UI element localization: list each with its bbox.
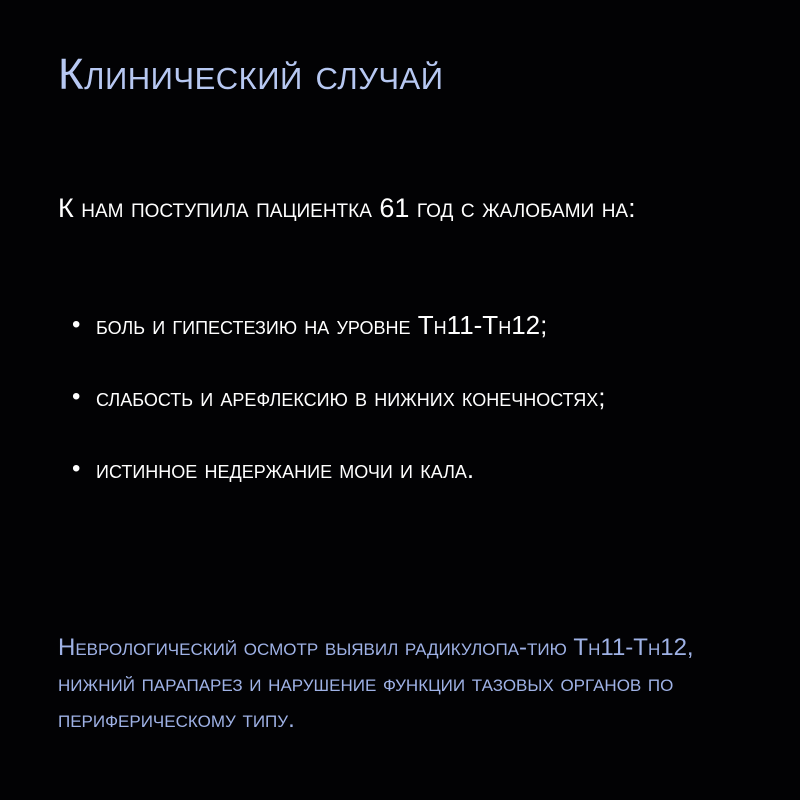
symptom-item-incontinence xyxy=(58,449,758,489)
symptom-list xyxy=(58,305,758,489)
symptom-text: истинное недержание мочи и кала. xyxy=(96,454,475,484)
symptom-item-weakness xyxy=(58,377,758,417)
bullet-icon: • xyxy=(72,383,81,410)
bullet-icon: • xyxy=(72,311,81,338)
intro-text: К нам поступила пациентка 61 год с жалобами на: xyxy=(58,193,636,223)
symptom-item-pain xyxy=(58,305,758,345)
symptom-text: боль и гипестезию на уровне Тн11-Тн12; xyxy=(96,310,548,340)
symptom-text: слабость и арефлексию в нижних конечностях; xyxy=(96,382,606,412)
slide-title: Клинический случай xyxy=(58,50,444,99)
bullet-icon: • xyxy=(72,455,81,482)
conclusion-text: Неврологический осмотр выявил радикулопа-тию Тн11-Тн12, нижний парапарез и нарушение функции тазовых органов по периферическому типу. xyxy=(58,634,694,733)
